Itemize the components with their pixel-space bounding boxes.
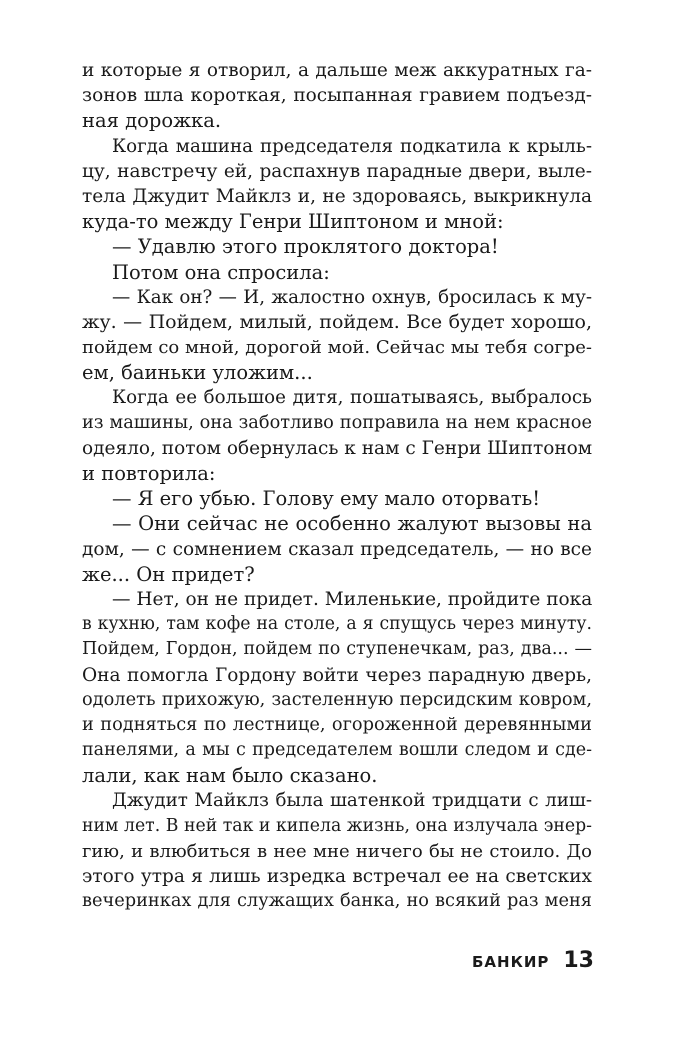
- page-number: 13: [563, 948, 594, 973]
- text-line: Когда машина председателя подкатила к крыль-: [112, 135, 592, 157]
- text-line: зонов шла короткая, посыпанная гравием подъезд-: [82, 85, 592, 107]
- text-line: — Как он? — И, жалостно охнув, бросилась к му-: [112, 286, 592, 308]
- text-line: в кухню, там кофе на столе, а я спущусь через минуту.: [82, 614, 592, 635]
- text-line: гию, и влюбиться в нее мне ничего бы не стоило. До: [82, 840, 592, 862]
- text-line: панелями, а мы с председателем вошли следом и сде-: [82, 740, 592, 761]
- text-line: Джудит Майклз была шатенкой тридцати с лиш-: [112, 790, 592, 812]
- text-line: и которые я отворил, а дальше меж аккуратных га-: [82, 60, 592, 81]
- text-line: — Нет, он не придет. Миленькие, пройдите пока: [112, 588, 593, 610]
- running-title: БАНКИР: [471, 953, 550, 971]
- text-line: — Удавлю этого проклятого доктора!: [112, 235, 499, 259]
- text-line: Она помогла Гордону войти через парадную дверь,: [82, 664, 592, 686]
- text-line: из машины, она заботливо поправила на нем красное: [82, 412, 592, 433]
- text-line: этого утра я лишь изредка встречал ее на светских: [82, 866, 592, 887]
- text-line: — Я его убью. Голову ему мало оторвать!: [112, 487, 541, 511]
- text-line: тела Джудит Майклз и, не здороваясь, выкрикнула: [82, 185, 592, 207]
- body-text: [82, 58, 592, 914]
- text-line: жу. — Пойдем, милый, пойдем. Все будет хорошо,: [82, 310, 592, 333]
- text-line: — Они сейчас не особенно жалуют вызовы на: [112, 512, 592, 536]
- text-line: ем, баиньки уложим...: [82, 361, 313, 385]
- page-footer: [0, 948, 594, 973]
- text-line: вечеринках для служащих банка, но всякий раз меня: [82, 891, 592, 912]
- text-line: и подняться по лестнице, огороженной деревянными: [82, 714, 592, 735]
- text-line: Потом она спросила:: [112, 260, 330, 284]
- text-line: одолеть прихожую, застеленную персидским ковром,: [82, 689, 592, 710]
- text-line: дом, — с сомнением сказал председатель, — но все: [82, 538, 592, 560]
- text-line: цу, навстречу ей, распахнув парадные двери, выле-: [82, 160, 592, 182]
- text-line: лали, как нам было сказано.: [82, 764, 378, 788]
- text-line: ная дорожка.: [82, 109, 222, 133]
- text-line: пойдем со мной, дорогой мой. Сейчас мы тебя согре-: [82, 337, 592, 359]
- text-line: одеяло, потом обернулась к нам с Генри Шиптоном: [82, 437, 593, 459]
- text-line: Пойдем, Гордон, пойдем по ступенечкам, раз, два... —: [82, 639, 592, 660]
- text-line: куда-то между Генри Шиптоном и мной:: [82, 210, 504, 234]
- text-line: же... Он придет?: [82, 562, 255, 586]
- text-line: Когда ее большое дитя, пошатываясь, выбралось: [112, 387, 592, 409]
- text-line: и повторила:: [82, 462, 216, 485]
- text-line: ним лет. В ней так и кипела жизнь, она излучала энер-: [82, 815, 592, 836]
